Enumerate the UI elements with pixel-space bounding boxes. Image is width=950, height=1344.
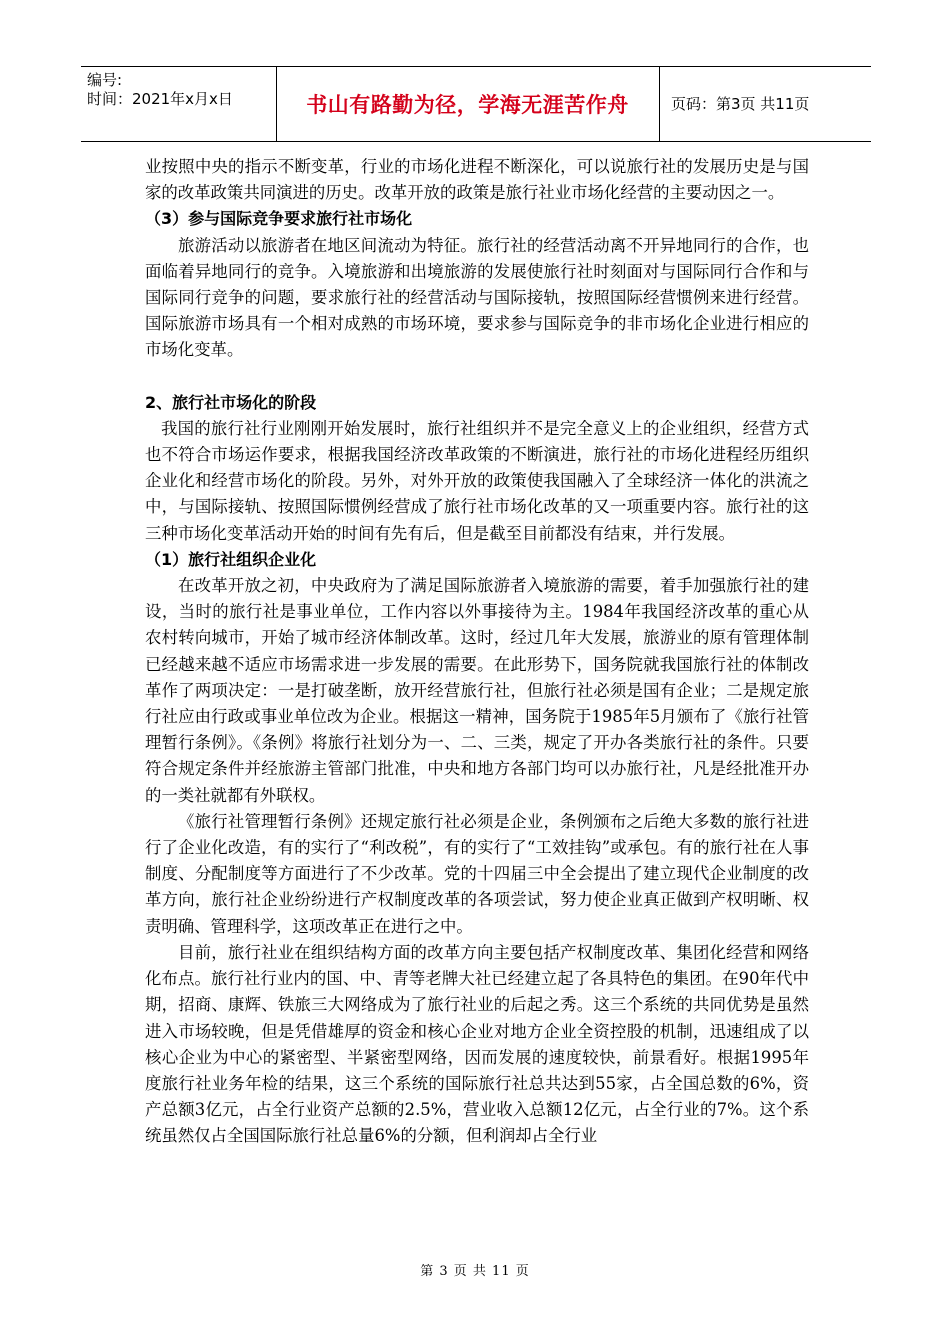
section-heading: （3）参与国际竞争要求旅行社市场化 (145, 209, 413, 229)
paragraph-spacer (145, 364, 809, 390)
header-page-info: 页码：第3页 共11页 (671, 95, 810, 113)
page-footer: 第 3 页 共 11 页 (420, 1264, 530, 1279)
paragraph: 我国的旅行社行业刚刚开始发展时，旅行社组织并不是完全意义上的企业组织，经营方式也不符合市场运作要求，根据我国经济改革政策的不断演进，旅行社的市场化进程经历组织企业化和经营市场化的阶段。另外，对外开放的政策使我国融入了全球经济一体化的洪流之中，与国际接轨、按照国际惯例经营成了旅行社市场化改革的又一项重要内容。旅行社的这三种市场化变革活动开始的时间有先有后，但是截至目前都没有结束，并行发展。 (145, 418, 809, 543)
document-number-label: 编号: (87, 71, 123, 89)
document-date: 时间：2021年x月x日 (87, 90, 233, 108)
page-header (81, 66, 871, 142)
header-meta (87, 71, 233, 109)
document-body (145, 154, 809, 1150)
paragraph: 在改革开放之初，中央政府为了满足国际旅游者入境旅游的需要，着手加强旅行社的建设，当时的旅行社是事业单位，工作内容以外事接待为主。1984年我国经济改革的重心从农村转向城市，开始了城市经济体制改革。这时，经过几年大发展，旅游业的原有管理体制已经越来越不适应市场需求进一步发展的需要。在此形势下，国务院就我国旅行社的体制改革作了两项决定：一是打破垄断，放开经营旅行社，但旅行社必须是国有企业；二是规定旅行社应由行政或事业单位改为企业。根据这一精神，国务院于1985年5月颁布了《旅行社管理暂行条例》。《条例》将旅行社划分为一、二、三类，规定了开办各类旅行社的条件。只要符合规定条件并经旅游主管部门批准，中央和地方各部门均可以办旅行社，凡是经批准开办的一类社就都有外联权。 (145, 576, 809, 805)
paragraph: 业按照中央的指示不断变革，行业的市场化进程不断深化，可以说旅行社的发展历史是与国家的改革政策共同演进的历史。改革开放的政策是旅行社业市场化经营的主要动因之一。 (145, 157, 809, 203)
section-heading: 2、旅行社市场化的阶段 (145, 392, 317, 412)
header-motto: 书山有路勤为径，学海无涯苦作舟 (306, 93, 629, 117)
header-divider (659, 67, 660, 141)
paragraph: 目前，旅行社业在组织结构方面的改革方向主要包括产权制度改革、集团化经营和网络化布点。旅行社行业内的国、中、青等老牌大社已经建立起了各具特色的集团。在90年代中期，招商、康辉、铁旅三大网络成为了旅行社业的后起之秀。这三个系统的共同优势是虽然进入市场较晚，但是凭借雄厚的资金和核心企业对地方企业全资控股的机制，迅速组成了以核心企业为中心的紧密型、半紧密型网络，因而发展的速度较快，前景看好。根据1995年度旅行社业务年检的结果，这三个系统的国际旅行社总共达到55家，占全国总数的6%，资产总额3亿元，占全行业资产总额的2.5%，营业收入总额12亿元，占全行业的7%。这个系统虽然仅占全国国际旅行社总量6%的分额，但利润却占全行业 (145, 942, 809, 1146)
paragraph: 旅游活动以旅游者在地区间流动为特征。旅行社的经营活动离不开异地同行的合作，也面临着异地同行的竞争。入境旅游和出境旅游的发展使旅行社时刻面对与国际同行合作和与国际同行竞争的问题，要求旅行社的经营活动与国际接轨，按照国际经营惯例来进行经营。国际旅游市场具有一个相对成熟的市场环境，要求参与国际竞争的非市场化企业进行相应的市场化变革。 (145, 235, 809, 360)
paragraph: 《旅行社管理暂行条例》还规定旅行社必须是企业，条例颁布之后绝大多数的旅行社进行了企业化改造，有的实行了“利改税”，有的实行了“工效挂钩”或承包。有的旅行社在人事制度、分配制度等方面进行了不少改革。党的十四届三中全会提出了建立现代企业制度的改革方向，旅行社企业纷纷进行产权制度改革的各项尝试，努力使企业真正做到产权明晰、权责明确、管理科学，这项改革正在进行之中。 (145, 811, 809, 936)
section-heading: （1）旅行社组织企业化 (145, 549, 317, 569)
